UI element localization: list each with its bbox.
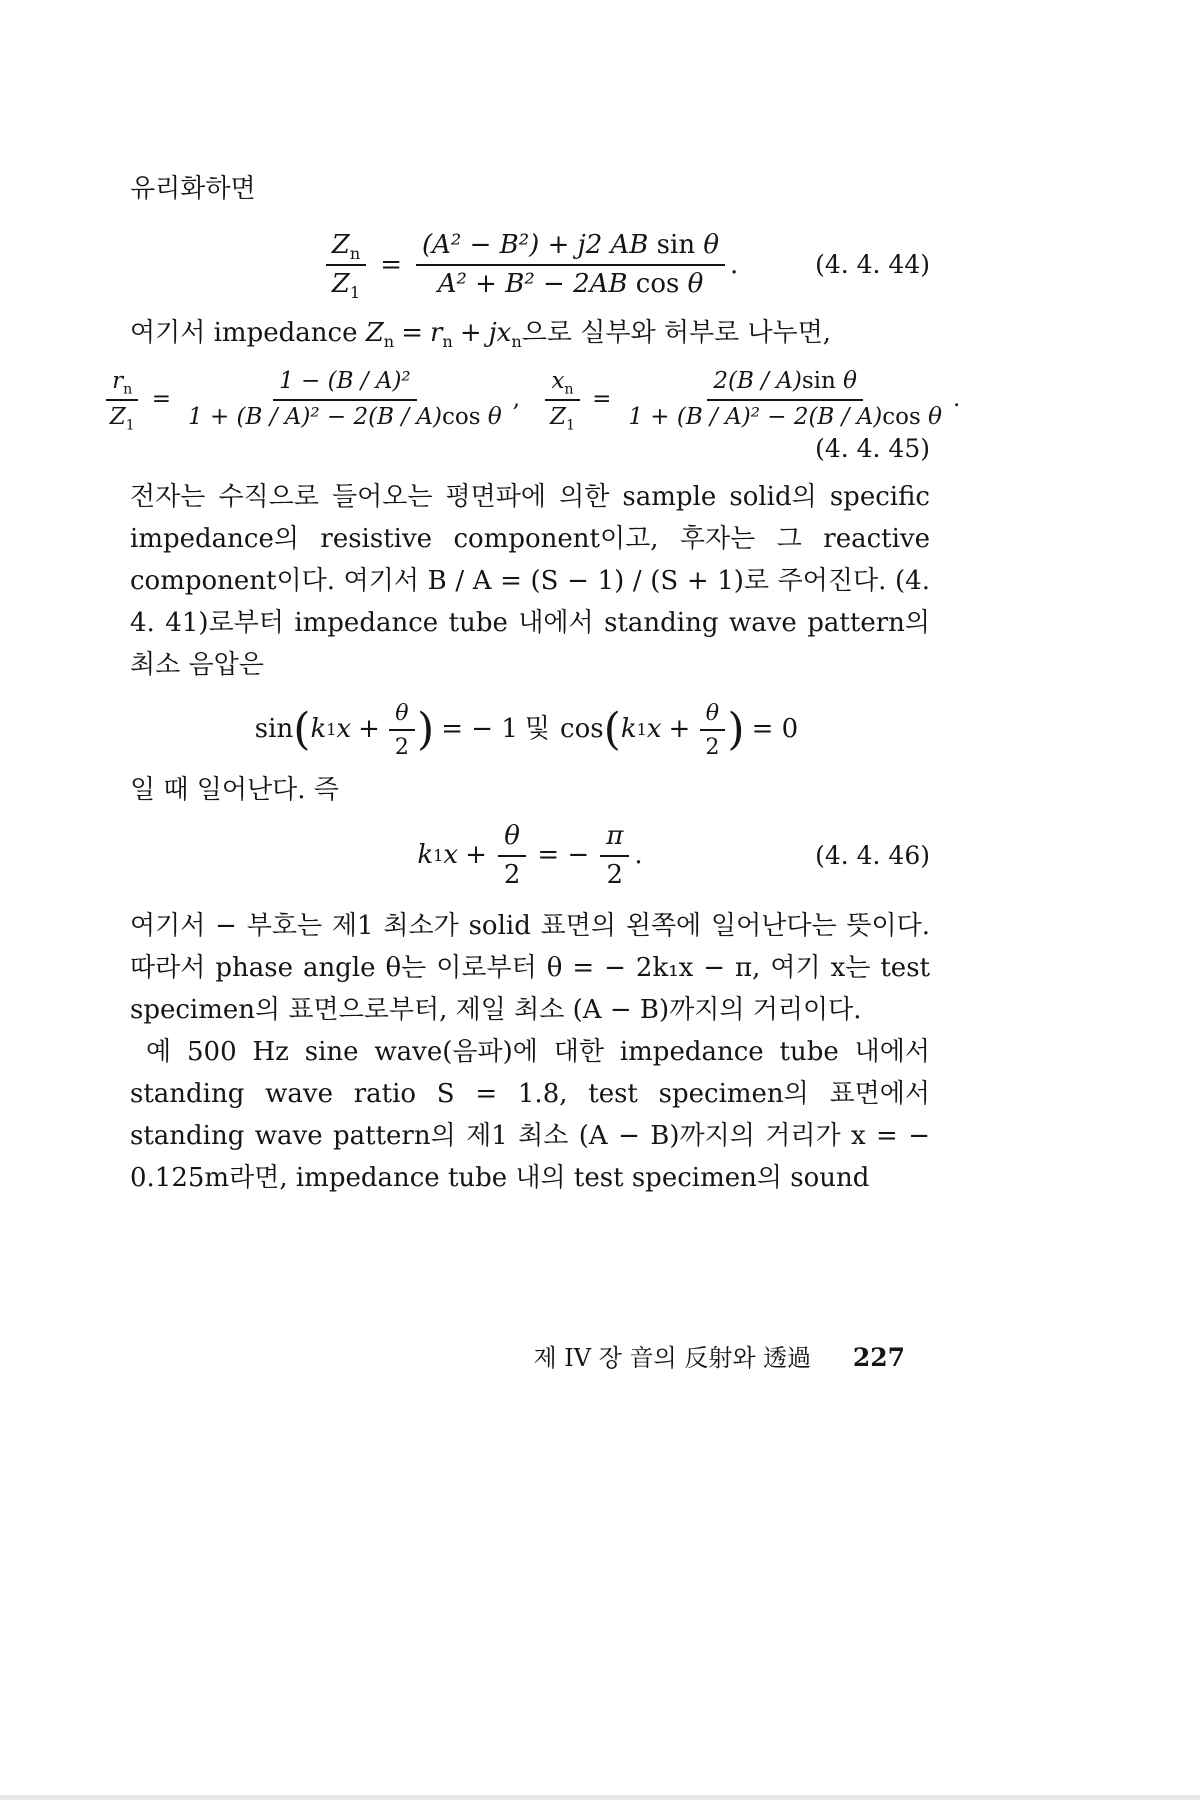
fraction-denominator: 2 [705, 734, 720, 761]
and-word: 및 [524, 714, 551, 745]
text-segment: 으로 실부와 허부로 나누면, [521, 318, 832, 349]
math-sub: n [511, 332, 522, 352]
math-var: Z [109, 403, 126, 430]
text-line-then: 일 때 일어난다. 즉 [130, 774, 339, 805]
intro-line: 유리화하면 [130, 174, 256, 204]
equation-body [322, 230, 739, 303]
theta-var: θ [705, 699, 719, 726]
math-sub: n [442, 332, 453, 352]
math-expression: 1 + (B / A)² − 2(B / A) [628, 403, 883, 430]
fraction-xn-over-Z1 [544, 368, 581, 434]
period: . [953, 386, 961, 413]
equation-number: (4. 4. 45) [815, 433, 930, 463]
equation-number: (4. 4. 46) [815, 840, 930, 870]
equation-4-4-46 [130, 821, 930, 891]
fraction-numerator [416, 230, 725, 266]
math-sub: 1 [349, 283, 361, 303]
left-paren: ( [603, 704, 621, 756]
plus-sign: + [459, 318, 482, 349]
math-var: k [620, 714, 637, 745]
math-var: Z [331, 230, 350, 260]
math-var: Z [550, 403, 566, 430]
math-var: jx [488, 318, 512, 349]
math-expression: 1 + (B / A)² − 2(B / A) [188, 403, 442, 430]
math-var: x [443, 840, 459, 871]
right-paren: ) [416, 704, 435, 756]
fraction-numerator [545, 368, 579, 401]
equals-sign: = [592, 386, 612, 413]
theta-var: θ [504, 820, 520, 851]
math-var: Z [365, 318, 384, 349]
sin-function: sin [656, 230, 696, 260]
fraction-pi-over-2 [600, 821, 629, 891]
fraction-denominator: 2 [503, 859, 521, 890]
fraction-denominator [104, 401, 141, 432]
math-var: x [646, 714, 662, 745]
paragraph-resistive-reactive: 전자는 수직으로 들어오는 평면파에 의한 sample solid의 specific impedance의 resistive component이고, 후자는 그 reactive component이다. 여기서 B / A = (S − 1) / (S + 1)로 주어진다. (4. 4. 41)로부터 impedance tube 내에서 standing wave pattern의 최소 음압은 [130, 481, 930, 680]
math-sub: n [383, 332, 395, 352]
period: . [730, 249, 739, 280]
fraction-rn-over-Z1 [104, 368, 141, 434]
scan-edge-shadow [0, 1795, 1200, 1800]
fraction-denominator: 2 [606, 859, 624, 890]
fraction-numerator [498, 821, 526, 857]
fraction-resistive [182, 368, 508, 431]
paragraph-example: 예 500 Hz sine wave(음파)에 대한 impedance tube 내에서 standing wave ratio S = 1.8, test specimen의 표면에서 standing wave pattern의 제1 최소 (A − B)까지의 거리가 x = − 0.125m라면, impedance tube 내의 test specimen의 sound [130, 1036, 930, 1193]
fraction-denominator: 2 [394, 734, 409, 761]
fraction-rhs [416, 230, 725, 300]
equals-sign: = [151, 386, 172, 413]
theta-var: θ [928, 403, 942, 430]
math-sub: n [123, 381, 133, 398]
cos-function: cos [882, 403, 921, 430]
period: . [634, 840, 643, 871]
equation-body: k 1 x + $\frac{\theta}{2}$ = − $\frac{\pi}{2}$ . [417, 820, 643, 890]
chapter-title: 제 IV 장 音의 反射와 透過 [533, 1344, 812, 1372]
fraction-reactive [622, 368, 948, 431]
math-var: x [551, 368, 565, 395]
math-var: Z [331, 269, 350, 300]
fraction-denominator [544, 401, 581, 432]
fraction-numerator [106, 368, 138, 401]
cos-function: cos [560, 714, 604, 745]
equals-zero: = 0 [751, 714, 799, 745]
theta-var: θ [395, 699, 409, 726]
text-segment: 여기서 impedance [130, 318, 366, 349]
fraction-denominator [182, 401, 508, 432]
fraction-numerator [600, 821, 629, 857]
fraction-numerator [326, 230, 366, 266]
fraction-numerator [273, 368, 417, 401]
theta-var: θ [487, 403, 502, 430]
comma: , [512, 386, 520, 413]
text-line-impedance [130, 312, 930, 354]
fraction-theta-over-2 [699, 700, 725, 761]
left-paren: ( [293, 704, 311, 756]
math-var: k [310, 714, 327, 745]
fraction-numerator [389, 700, 414, 732]
fraction-theta-over-2 [389, 700, 415, 761]
fraction-Zn-over-Z1 [326, 230, 366, 303]
equals-minus-one: = − 1 [441, 714, 518, 745]
cos-function: cos [635, 269, 680, 300]
equation-4-4-44 [130, 230, 930, 303]
math-sub: n [349, 244, 361, 264]
fraction-theta-over-2 [498, 821, 527, 891]
math-sub: n [564, 381, 574, 398]
plus-sign: + [668, 714, 691, 745]
sin-function: sin [254, 714, 294, 745]
fraction-numerator [707, 368, 863, 401]
math-expression: 1 − (B / A)² [279, 368, 411, 395]
theta-var: θ [703, 230, 719, 260]
theta-var: θ [687, 269, 704, 300]
pi-var: π [606, 820, 624, 851]
equals-minus: = − [537, 840, 590, 871]
equals-sign: = [401, 318, 423, 349]
math-var: r [112, 368, 124, 395]
right-paren: ) [727, 704, 745, 756]
math-sub: 1 [565, 417, 576, 434]
cos-function: cos [441, 403, 481, 430]
math-expression: (A² − B²) + j2 AB [422, 230, 649, 260]
math-sub: 1 [125, 417, 135, 434]
theta-var: θ [843, 368, 857, 395]
equation-4-4-45 [109, 368, 961, 434]
plus-sign: + [358, 714, 380, 745]
page-number: 227 [852, 1343, 905, 1372]
paragraph-phase-angle: 여기서 − 부호는 제1 최소가 solid 표면의 왼쪽에 일어난다는 뜻이다. 따라서 phase angle θ는 이로부터 θ = − 2k₁x − π, 여기 x는 test specimen의 표면으로부터, 제일 최소 (A − B)까지의 거리이다. [130, 910, 930, 1025]
math-var: k [417, 840, 434, 871]
math-expression: 2(B / A) [713, 368, 802, 395]
fraction-denominator [326, 266, 366, 303]
equation-number: (4. 4. 44) [815, 250, 930, 280]
math-expression: A² + B² − 2AB [437, 269, 628, 300]
fraction-numerator [700, 700, 725, 732]
fraction-denominator [622, 401, 948, 432]
equals-sign: = [380, 249, 402, 280]
math-var: r [429, 318, 443, 349]
plus-sign: + [465, 840, 487, 871]
sin-function: sin [801, 368, 836, 395]
fraction-denominator [432, 266, 710, 300]
page-footer [533, 1338, 905, 1373]
equation-minimum-pressure: sin ( k 1 x + $\frac{\theta}{2}$ ) = − 1 및 cos ( k 1 x + $\frac{\theta}{2}$ ) = 0 [254, 699, 799, 761]
math-var: x [336, 714, 352, 745]
